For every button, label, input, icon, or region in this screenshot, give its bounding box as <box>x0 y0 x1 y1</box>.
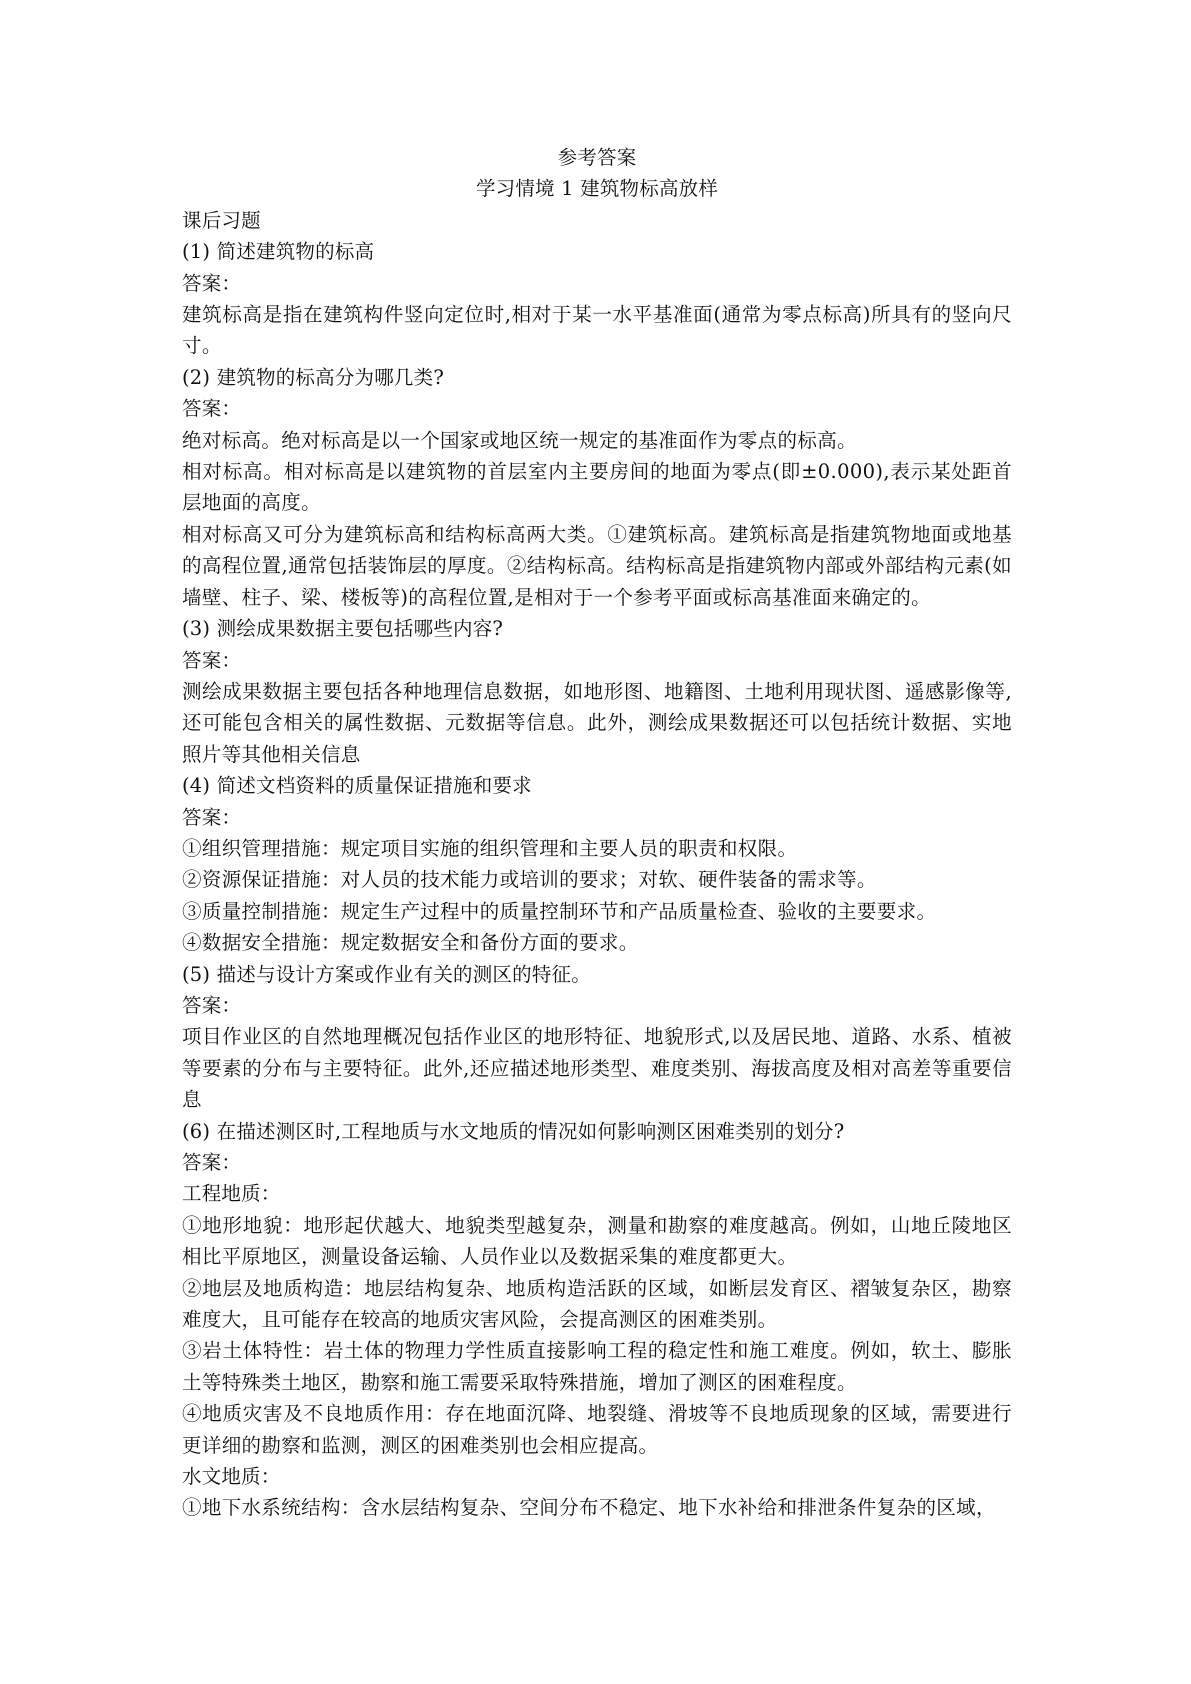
answer-label: 答案： <box>182 397 242 421</box>
hydrogeology-label: 水文地质： <box>182 1465 281 1489</box>
answer-4-item: ①组织管理措施：规定项目实施的组织管理和主要人员的职责和权限。 <box>182 836 798 860</box>
engineering-geology-item: ④地质灾害及不良地质作用：存在地面沉降、地裂缝、滑坡等不良地质现象的区域，需要进行更详细的勘察和监测，测区的困难类别也会相应提高。 <box>182 1402 1012 1457</box>
answer-label: 答案： <box>182 1151 242 1174</box>
answer-5-text: 项目作业区的自然地理概况包括作业区的地形特征、地貌形式,以及居民地、道路、水系、植被等要素的分布与主要特征。此外,还应描述地形类型、难度类别、海拔高度及相对高差等重要信息 <box>182 1025 1012 1112</box>
document-title: 参考答案 <box>557 146 637 169</box>
engineering-geology-item: ③岩土体特性：岩土体的物理力学性质直接影响工程的稳定性和施工难度。例如，软土、膨胀土等特殊类土地区，勘察和施工需要采取特殊措施，增加了测区的困难程度。 <box>182 1339 1012 1394</box>
answer-2-paragraph-1: 绝对标高。绝对标高是以一个国家或地区统一规定的基准面作为零点的标高。 <box>182 428 857 452</box>
question-2: (2) 建筑物的标高分为哪几类? <box>182 365 444 389</box>
answer-label: 答案： <box>182 271 242 295</box>
engineering-geology-item: ②地层及地质构造：地层结构复杂、地质构造活跃的区域，如断层发育区、褶皱复杂区，勘察难度大，且可能存在较高的地质灾害风险，会提高测区的困难类别。 <box>182 1276 1012 1332</box>
answer-label: 答案： <box>182 993 242 1017</box>
answer-label: 答案： <box>182 648 242 672</box>
engineering-geology-item: ①地形地貌：地形起伏越大、地貌类型越复杂，测量和勘察的难度越高。例如，山地丘陵地区相比平原地区，测量设备运输、人员作业以及数据采集的难度都更大。 <box>182 1213 1012 1269</box>
section-heading: 课后习题 <box>182 208 261 232</box>
question-1: (1) 简述建筑物的标高 <box>182 240 375 264</box>
answer-label: 答案： <box>182 805 242 829</box>
answer-1-text: 建筑标高是指在建筑构件竖向定位时,相对于某一水平基准面(通常为零点标高)所具有的竖向尺寸。 <box>182 303 1012 358</box>
question-5: (5) 描述与设计方案或作业有关的测区的特征。 <box>182 962 591 986</box>
answer-4-item: ③质量控制措施：规定生产过程中的质量控制环节和产品质量检查、验收的主要要求。 <box>182 899 937 923</box>
answer-4-item: ②资源保证措施：对人员的技术能力或培训的要求；对软、硬件装备的需求等。 <box>182 868 877 892</box>
question-6: (6) 在描述测区时,工程地质与水文地质的情况如何影响测区困难类别的划分? <box>182 1119 845 1143</box>
answer-3-text: 测绘成果数据主要包括各种地理信息数据，如地形图、地籍图、土地利用现状图、遥感影像等,还可能包含相关的属性数据、元数据等信息。此外，测绘成果数据还可以包括统计数据、实地照片等其他相关信息 <box>182 679 1012 766</box>
hydrogeology-item: ①地下水系统结构：含水层结构复杂、空间分布不稳定、地下水补给和排泄条件复杂的区域， <box>182 1496 996 1520</box>
engineering-geology-label: 工程地质： <box>182 1182 281 1206</box>
document-subtitle: 学习情境 1 建筑物标高放样 <box>475 177 719 201</box>
answer-2-paragraph-3: 相对标高又可分为建筑标高和结构标高两大类。①建筑标高。建筑标高是指建筑物地面或地基的高程位置,通常包括装饰层的厚度。②结构标高。结构标高是指建筑物内部或外部结构元素(如墙壁、柱子、梁、楼板等)的高程位置,是相对于一个参考平面或标高基准面来确定的。 <box>182 522 1012 609</box>
question-3: (3) 测绘成果数据主要包括哪些内容? <box>182 617 504 641</box>
answer-4-item: ④数据安全措施：规定数据安全和备份方面的要求。 <box>182 931 639 955</box>
answer-2-paragraph-2: 相对标高。相对标高是以建筑物的首层室内主要房间的地面为零点(即±0.000),表示某处距首层地面的高度。 <box>182 460 1012 515</box>
question-4: (4) 简述文档资料的质量保证措施和要求 <box>182 774 532 798</box>
document-page <box>182 142 1012 1524</box>
